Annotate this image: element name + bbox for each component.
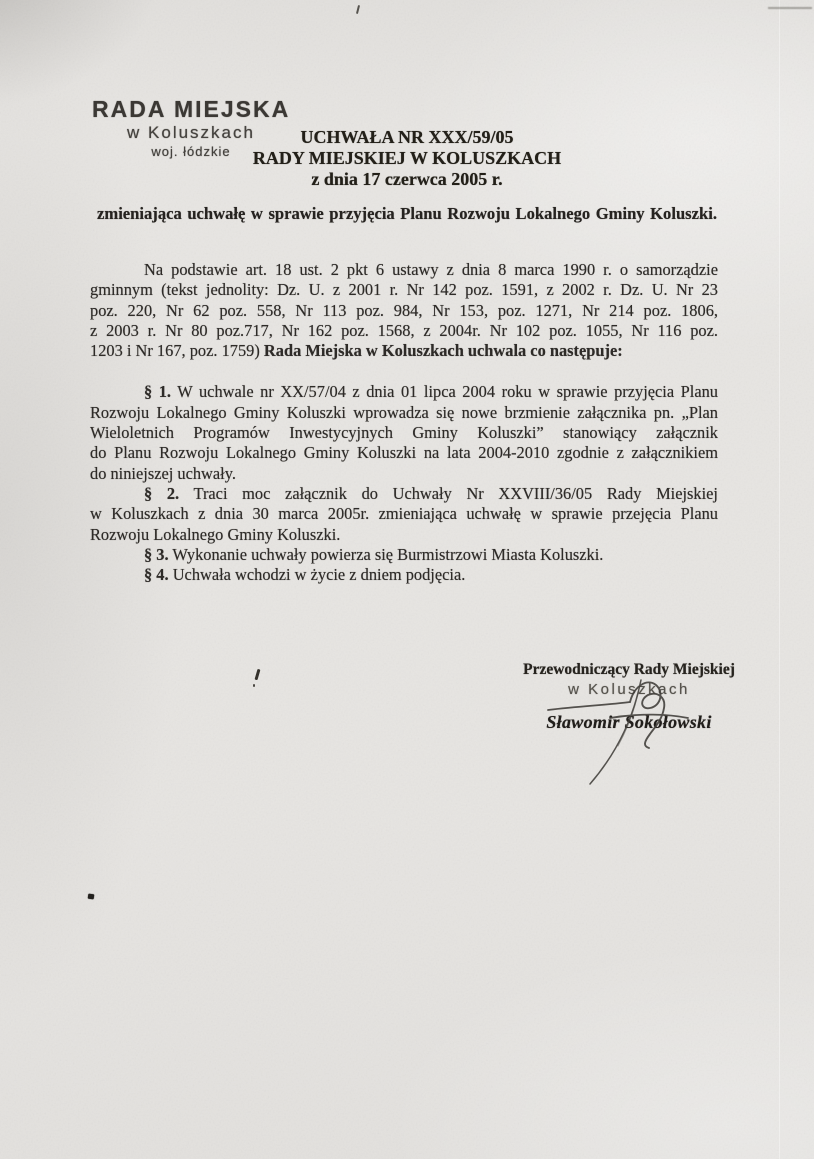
section-line: § 1. W uchwale nr XX/57/04 z dnia 01 lipca 2004 roku w sprawie przyjęcia Planu — [144, 382, 718, 402]
document-body — [90, 260, 718, 585]
section-line: w Koluszkach z dnia 30 marca 2005r. zmieniająca uchwałę w sprawie przejęcia Planu — [90, 504, 718, 524]
section-marker: § 1. — [144, 382, 172, 402]
stamp-org-name: RADA MIEJSKA — [92, 96, 291, 122]
scan-edge-shadow — [768, 7, 812, 9]
preamble-line: gminnym (tekst jednolity: Dz. U. z 2001 r. Nr 142 poz. 1591, z 2002 r. Dz. U. Nr 23 — [90, 280, 718, 300]
section-1 — [90, 382, 718, 483]
preamble-line: z 2003 r. Nr 80 poz.717, Nr 162 poz. 1568, z 2004r. Nr 102 poz. 1055, Nr 116 poz. — [90, 320, 718, 340]
title-date: z dnia 17 czerwca 2005 r. — [311, 169, 503, 189]
section-line: do niniejszej uchwały. — [90, 463, 236, 483]
section-marker: § 4. — [144, 565, 169, 585]
stamp-city: w Koluszkach — [127, 123, 255, 142]
stamp-voivodeship: woj. łódzkie — [151, 144, 231, 159]
section-line: do Planu Rozwoju Lokalnego Gminy Koluszki na lata 2004-2010 zgodnie z załącznikiem — [90, 443, 718, 463]
preamble-last-line — [90, 341, 718, 361]
section-line: § 3. Wykonanie uchwały powierza się Burmistrzowi Miasta Koluszki. — [144, 544, 604, 564]
ink-speck-mid — [255, 669, 260, 680]
signer-role-line1: Przewodniczący Rady Miejskiej — [523, 661, 735, 678]
title-body-name: RADY MIEJSKIEJ W KOLUSZKACH — [252, 148, 562, 168]
section-2 — [90, 484, 718, 545]
resolution-title — [0, 127, 814, 190]
section-line: Rozwoju Lokalnego Gminy Koluszki wprowadza się nowe brzmienie załącznika pn. „Plan — [90, 402, 718, 422]
section-line: Wieloletnich Programów Inwestycyjnych Gminy Koluszki” stanowiący załącznik — [90, 423, 718, 443]
ink-speck-top — [356, 5, 360, 14]
preamble — [90, 260, 718, 361]
section-3 — [90, 545, 718, 565]
signer-name: Sławomir Sokołowski — [546, 712, 712, 732]
section-line: § 2. Traci moc załącznik do Uchwały Nr XXVIII/36/05 Rady Miejskiej — [144, 483, 718, 503]
signature-block — [479, 661, 779, 732]
ink-dot-artifact — [88, 894, 95, 900]
section-4 — [90, 565, 718, 585]
section-marker: § 3. — [144, 544, 169, 564]
preamble-last-normal: 1203 i Nr 167, poz. 1759) — [90, 341, 260, 361]
signer-role-line2: w Koluszkach — [568, 681, 690, 698]
section-line: § 4. Uchwała wchodzi w życie z dniem podjęcia. — [144, 565, 466, 585]
section-marker: § 2. — [144, 483, 180, 503]
preamble-line: Na podstawie art. 18 ust. 2 pkt 6 ustawy z dnia 8 marca 1990 r. o samorządzie — [144, 260, 718, 279]
enacting-clause: Rada Miejska w Koluszkach uchwala co następuje: — [263, 341, 623, 361]
ink-speck-mid-dot — [253, 684, 255, 687]
resolution-subject: zmieniająca uchwałę w sprawie przyjęcia Planu Rozwoju Lokalnego Gminy Koluszki. — [97, 204, 717, 223]
scan-fold-line — [779, 0, 780, 1159]
preamble-line: poz. 220, Nr 62 poz. 558, Nr 113 poz. 984, Nr 153, poz. 1271, Nr 214 poz. 1806, — [90, 300, 718, 320]
title-number: UCHWAŁA NR XXX/59/05 — [300, 127, 514, 147]
section-line: Rozwoju Lokalnego Gminy Koluszki. — [90, 524, 341, 544]
